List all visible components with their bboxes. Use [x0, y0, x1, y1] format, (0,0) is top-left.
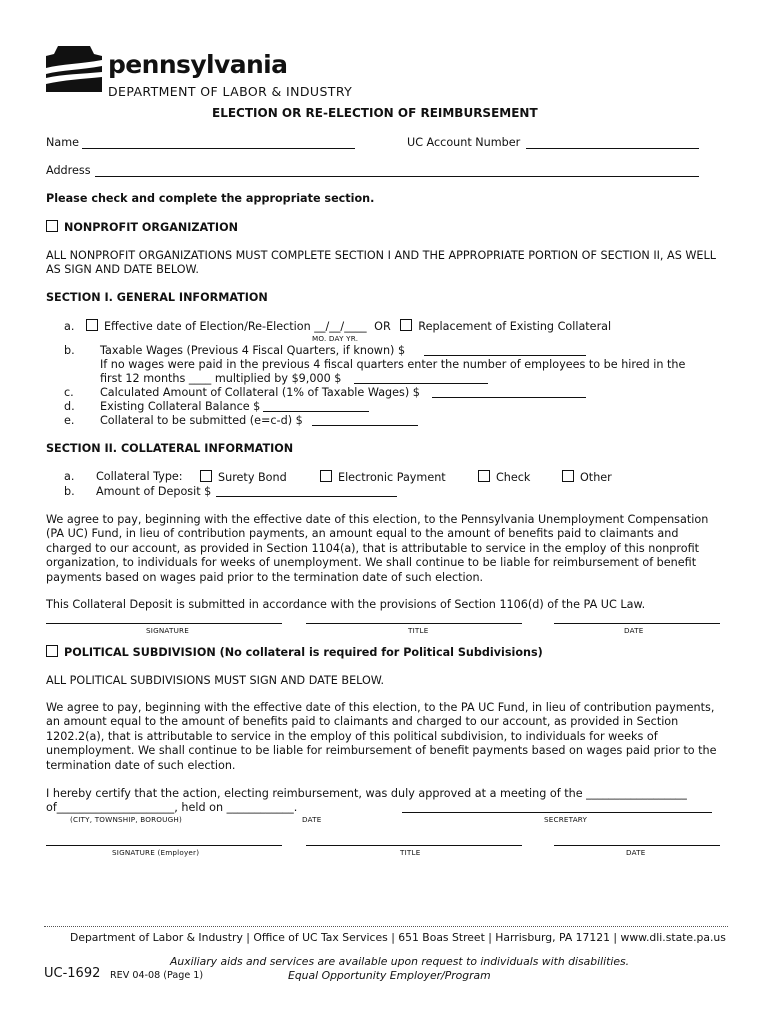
municipality-label: (CITY, TOWNSHIP, BOROUGH) — [70, 815, 182, 824]
footer-aux-note: Auxiliary aids and services are available upon request to individuals with disabilities. — [170, 955, 630, 968]
political-date-label: DATE — [626, 848, 646, 857]
item-e-marker: e. — [64, 414, 75, 427]
collateral-type-label: Collateral Type: — [96, 470, 183, 483]
no-wages-note: If no wages were paid in the previous 4 fiscal quarters enter the number of employees to be hired in the — [100, 358, 686, 371]
brand-name: pennsylvania — [108, 50, 288, 79]
secretary-field[interactable] — [402, 812, 712, 813]
electronic-payment-label: Electronic Payment — [338, 471, 446, 484]
existing-balance-label: Existing Collateral Balance $ — [100, 400, 261, 413]
replacement-checkbox[interactable] — [400, 319, 412, 331]
existing-balance-field[interactable] — [263, 411, 369, 412]
electronic-payment-checkbox[interactable] — [320, 470, 332, 482]
uc-account-label: UC Account Number — [407, 136, 521, 149]
calculated-collateral-field[interactable] — [432, 397, 586, 398]
certify-line-2: of_____________________, held on ____________. — [46, 801, 298, 814]
effective-date-label: Effective date of Election/Re-Election — [103, 320, 311, 333]
other-checkbox[interactable] — [562, 470, 574, 482]
form-revision: REV 04-08 (Page 1) — [110, 970, 204, 981]
form-id: UC-1692 — [44, 966, 101, 981]
item-b-marker: b. — [64, 344, 75, 357]
keystone-icon — [44, 44, 104, 94]
nonprofit-checkbox[interactable] — [46, 220, 58, 232]
instructions: Please check and complete the appropriate section. — [46, 192, 375, 205]
uc-account-field[interactable] — [526, 148, 699, 149]
other-label: Other — [580, 471, 612, 484]
item-2b-marker: b. — [64, 485, 75, 498]
effective-date-checkbox[interactable] — [86, 319, 98, 331]
nonprofit-signature-field[interactable] — [46, 623, 282, 624]
nonprofit-signature-label: SIGNATURE — [146, 626, 189, 635]
political-signature-label: SIGNATURE (Employer) — [112, 848, 200, 857]
secretary-label: SECRETARY — [544, 815, 588, 824]
name-field[interactable] — [82, 148, 355, 149]
nonprofit-title-field[interactable] — [306, 623, 522, 624]
footer-address: Department of Labor & Industry | Office of UC Tax Services | 651 Boas Street | Harrisburg, PA 17121 | www.dli.state.pa.us — [70, 931, 726, 944]
collateral-submitted-label: Collateral to be submitted (e=c-d) $ — [100, 414, 303, 427]
item-2a-marker: a. — [64, 470, 75, 483]
nonprofit-requirement: ALL NONPROFIT ORGANIZATIONS MUST COMPLETE SECTION I AND THE APPROPRIATE PORTION OF SECTION II, AS WELL AS SIGN AND DATE BELOW. — [46, 249, 716, 277]
option-check — [478, 470, 530, 484]
footer-eoe: Equal Opportunity Employer/Program — [288, 969, 491, 982]
nonprofit-date-label: DATE — [624, 626, 644, 635]
form-title: ELECTION OR RE-ELECTION OF REIMBURSEMENT — [212, 106, 538, 120]
political-signature-field[interactable] — [46, 845, 282, 846]
check-label: Check — [496, 471, 531, 484]
political-heading-row — [46, 645, 543, 659]
item-c-marker: c. — [64, 386, 74, 399]
keystone-logo — [44, 44, 104, 94]
surety-bond-label: Surety Bond — [218, 471, 287, 484]
check-checkbox[interactable] — [478, 470, 490, 482]
section2-heading: SECTION II. COLLATERAL INFORMATION — [46, 442, 294, 455]
nonprofit-agreement: We agree to pay, beginning with the effective date of this election, to the Pennsylvania Unemployment Compensation (PA UC) Fund, in lieu of contribution payments, an amount equal to the amount of benefits paid to claimants and charged to our account, as provided in Section 1104(a), that is attributable to service in the employ of this nonprofit organization, to individuals for weeks of unemployment. We shall continue to be liable for reimbursement of benefit payments based on wages paid prior to the termination date of such election. — [46, 513, 709, 584]
political-title-label: TITLE — [400, 848, 421, 857]
political-heading: POLITICAL SUBDIVISION (No collateral is required for Political Subdivisions) — [64, 646, 543, 659]
political-title-field[interactable] — [306, 845, 522, 846]
item-a-marker: a. — [64, 320, 75, 333]
political-checkbox[interactable] — [46, 645, 58, 657]
taxable-wages-field[interactable] — [424, 355, 586, 356]
taxable-wages-label: Taxable Wages (Previous 4 Fiscal Quarters, if known) $ — [100, 344, 406, 357]
nonprofit-heading: NONPROFIT ORGANIZATION — [64, 221, 238, 234]
nonprofit-date-field[interactable] — [554, 623, 720, 624]
employees-amount-field[interactable] — [354, 383, 488, 384]
or-label: OR — [374, 320, 391, 333]
meeting-date-label: DATE — [302, 815, 322, 824]
option-electronic-payment — [320, 470, 446, 484]
political-date-field[interactable] — [554, 845, 720, 846]
calculated-collateral-label: Calculated Amount of Collateral (1% of Taxable Wages) $ — [100, 386, 420, 399]
name-label: Name — [46, 136, 80, 149]
collateral-submitted-field[interactable] — [312, 425, 418, 426]
deposit-amount-label: Amount of Deposit $ — [96, 485, 212, 498]
employees-line: first 12 months ____ multiplied by $9,000 $ — [100, 372, 342, 385]
political-agreement: We agree to pay, beginning with the effective date of this election, to the PA UC Fund, in lieu of contribution payments, an amount equal to the amount of benefits paid to claimants and charged to our account, as provided in Section 1202.2(a), that is attributable to service in the employ of this political subdivision, to individuals for weeks of unemployment. We shall continue to be liable for reimbursement of benefit payments based on wages paid prior to the termination date of such election. — [46, 701, 717, 772]
option-surety-bond — [200, 470, 287, 484]
certify-line-1: I hereby certify that the action, electing reimbursement, was duly approved at a meeting of the __________________ — [46, 787, 687, 800]
address-label: Address — [46, 164, 91, 177]
section1-item-a — [64, 319, 611, 333]
footer-divider — [44, 926, 728, 927]
nonprofit-title-label: TITLE — [408, 626, 429, 635]
item-d-marker: d. — [64, 400, 75, 413]
political-requirement: ALL POLITICAL SUBDIVISIONS MUST SIGN AND DATE BELOW. — [46, 674, 385, 687]
section1-heading: SECTION I. GENERAL INFORMATION — [46, 291, 268, 304]
effective-date-field[interactable]: __/__/____ — [314, 320, 367, 333]
deposit-amount-field[interactable] — [216, 496, 397, 497]
replacement-label: Replacement of Existing Collateral — [418, 320, 612, 333]
date-hint: MO. DAY YR. — [312, 334, 359, 343]
collateral-note: This Collateral Deposit is submitted in accordance with the provisions of Section 1106(d) of the PA UC Law. — [46, 598, 646, 611]
department-name: DEPARTMENT OF LABOR & INDUSTRY — [108, 84, 353, 99]
option-other — [562, 470, 612, 484]
nonprofit-heading-row — [46, 220, 238, 234]
surety-bond-checkbox[interactable] — [200, 470, 212, 482]
address-field[interactable] — [95, 176, 699, 177]
